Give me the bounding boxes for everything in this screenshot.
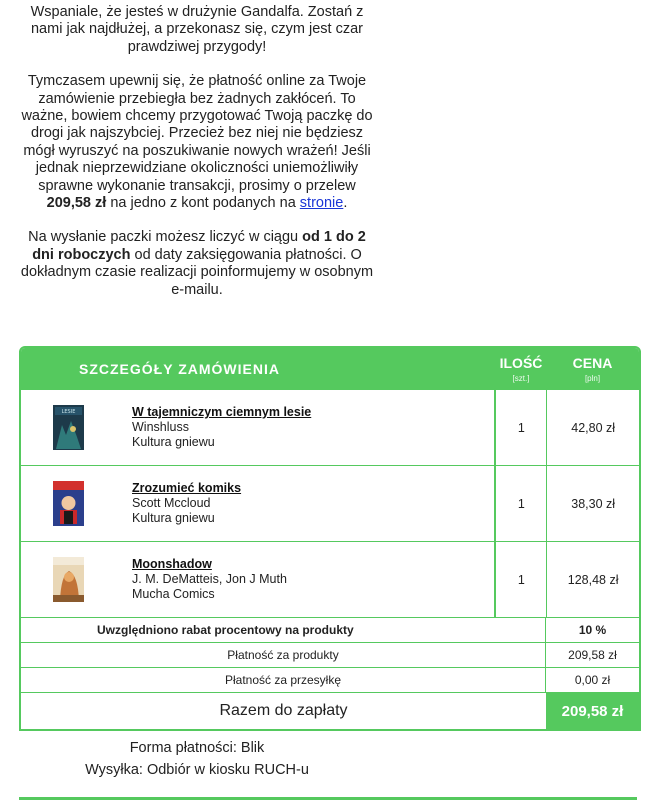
product-publisher: Kultura gniewu — [132, 511, 215, 525]
product-publisher: Kultura gniewu — [132, 435, 215, 449]
intro-paragraph-2 — [20, 73, 374, 212]
order-header — [21, 348, 639, 389]
price-unit: [pln] — [584, 373, 601, 383]
book-cover-image[interactable] — [53, 481, 84, 526]
product-price: 42,80 zł — [571, 420, 616, 435]
product-qty: 1 — [494, 390, 547, 465]
product-qty: 1 — [494, 466, 547, 541]
product-cell — [21, 466, 494, 541]
payment-method: Forma płatności: Blik — [129, 740, 265, 756]
product-title-link[interactable]: Zrozumieć komiks — [132, 481, 242, 495]
table-row — [21, 465, 639, 541]
discount-row — [21, 617, 639, 642]
product-info — [132, 481, 241, 526]
product-author: J. M. DeMatteis, Jon J Muth — [132, 572, 287, 586]
products-payment-row — [21, 642, 639, 667]
transfer-amount: 209,58 zł — [46, 195, 107, 212]
product-author: Scott Mccloud — [132, 496, 211, 510]
price-header — [546, 348, 639, 389]
product-cell — [21, 542, 494, 617]
product-cell — [21, 390, 494, 465]
table-row — [21, 541, 639, 617]
book-cover-image[interactable] — [53, 557, 84, 602]
intro-text — [20, 0, 374, 316]
svg-text:LESIE: LESIE — [61, 409, 76, 415]
shipping-payment-label: Płatność za przesyłkę — [21, 668, 546, 692]
product-price: 38,30 zł — [571, 496, 616, 511]
qty-header-label: ILOŚĆ — [499, 354, 543, 371]
total-label: Razem do zapłaty — [219, 702, 348, 719]
table-row — [21, 389, 639, 465]
intro-p2-text: Tymczasem upewnij się, że płatność online za Twoje zamówienie przebiegła bez żadnych zakłóceń. To ważne, bowiem chcemy przygotować Twoją paczkę do drogi jak najszybciej. Przecież bez niej nie będziesz mógł wyruszyć na poszukiwanie nowych wrażeń! Jeśli jednak nieprzewidziane okoliczności uniemożliwiły sprawne wykonanie transakcji, prosimy o przelew — [21, 73, 373, 194]
delivery-time: od 1 do 2 dni roboczych — [32, 229, 366, 263]
website-link[interactable]: stronie — [299, 195, 344, 212]
qty-header — [496, 348, 546, 389]
order-details-table — [19, 346, 641, 731]
intro-p2-end: . — [343, 195, 348, 212]
shipping-payment-row — [21, 667, 639, 692]
product-title-link[interactable]: Moonshadow — [132, 557, 212, 571]
book-cover-image[interactable] — [53, 405, 84, 450]
price-header-label: CENA — [572, 354, 613, 371]
qty-unit: [szt.] — [512, 373, 530, 383]
shipping-payment-value: 0,00 zł — [574, 673, 611, 687]
product-title-link[interactable]: W tajemniczym ciemnym lesie — [132, 405, 312, 419]
intro-paragraph-1: Wspaniale, że jesteś w drużynie Gandalfa. Zostań z nami jak najdłużej, a przekonasz się, czym jest czar prawdziwej przygody! — [30, 4, 364, 55]
intro-p2-text-b: na jedno z kont podanych na — [106, 195, 300, 212]
product-qty: 1 — [494, 542, 547, 617]
intro-p3-text: Na wysłanie paczki możesz liczyć w ciągu — [28, 229, 303, 246]
order-title: SZCZEGÓŁY ZAMÓWIENIA — [79, 360, 280, 377]
shipping-method: Wysyłka: Odbiór w kiosku RUCH-u — [85, 762, 309, 778]
intro-p3-text-b: od daty zaksięgowania płatności. O dokładnym czasie realizacji poinformujemy w osobnym e-mailu. — [20, 246, 374, 298]
discount-value: 10 % — [578, 623, 607, 637]
product-price: 128,48 zł — [567, 572, 619, 587]
discount-label: Uwzględniono rabat procentowy na produkty — [21, 618, 546, 642]
product-author: Winshluss — [132, 420, 189, 434]
product-publisher: Mucha Comics — [132, 587, 215, 601]
intro-paragraph-3 — [20, 229, 374, 299]
products-payment-label: Płatność za produkty — [21, 643, 546, 667]
product-info — [132, 557, 287, 602]
products-payment-value: 209,58 zł — [568, 648, 617, 662]
total-value: 209,58 zł — [546, 693, 639, 729]
product-info — [132, 405, 311, 450]
total-row — [21, 692, 639, 729]
